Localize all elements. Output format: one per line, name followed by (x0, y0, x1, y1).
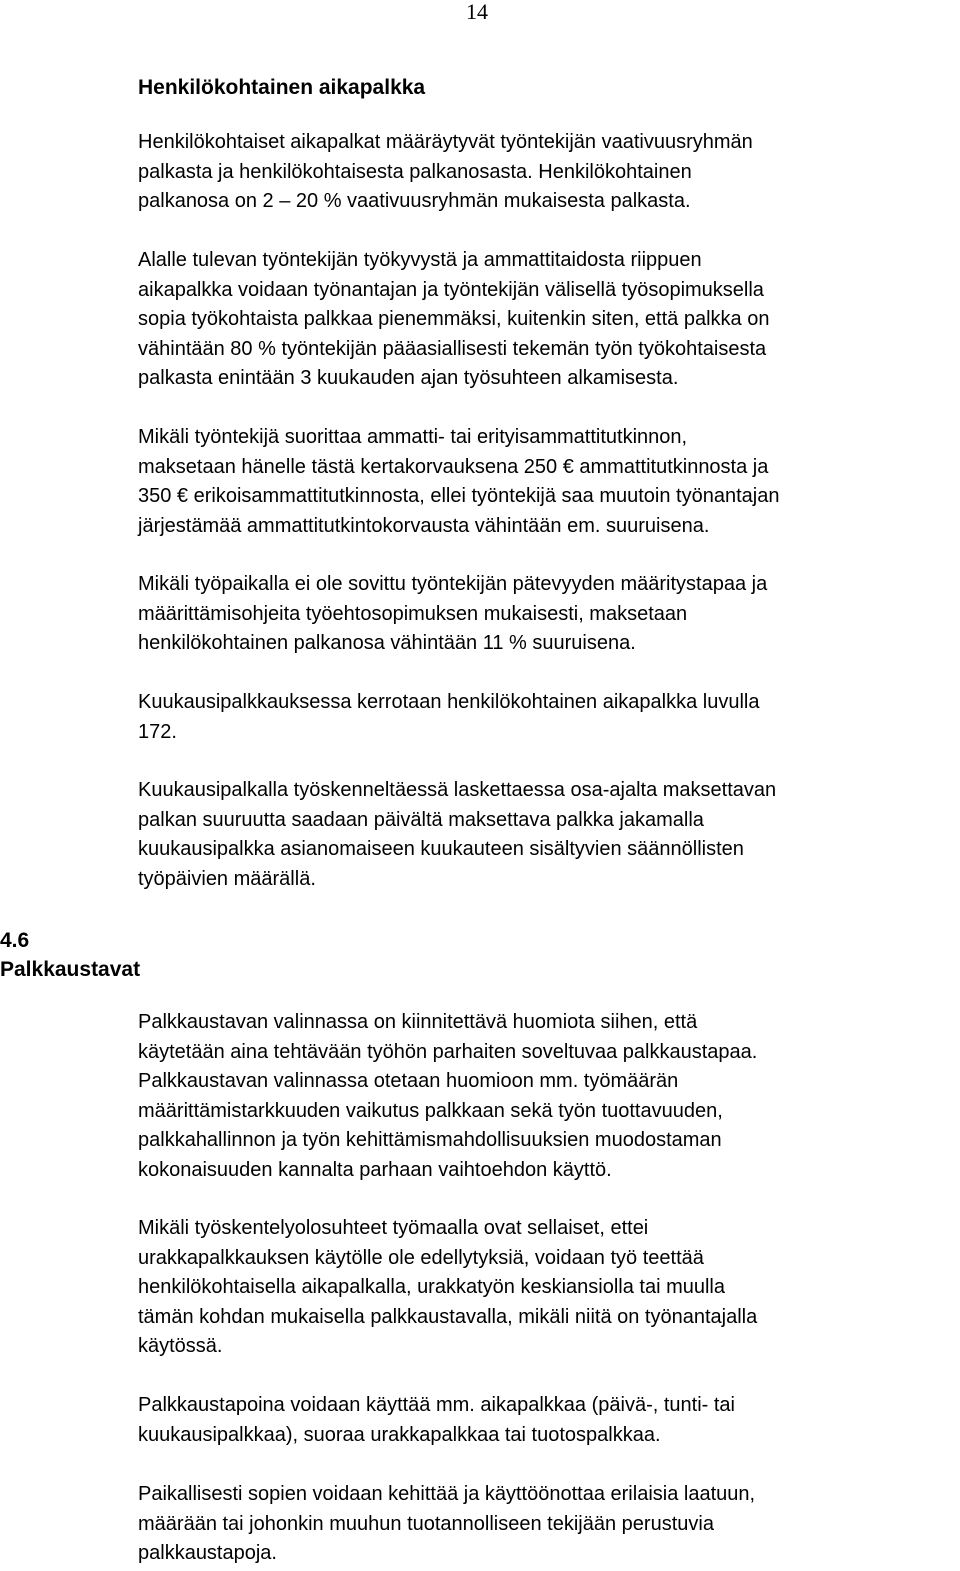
paragraph-line: Palkkaustapoina voidaan käyttää mm. aikapalkkaa (päivä-, tunti- tai (138, 1394, 735, 1416)
paragraph-line: Mikäli työskentelyolosuhteet työmaalla ovat sellaiset, ettei (138, 1217, 649, 1239)
paragraph-8 (138, 1214, 960, 1362)
paragraph-line: 350 € erikoisammattitutkinnosta, ellei työntekijä saa muutoin työnantajan (138, 485, 780, 507)
paragraph-line: kuukausipalkka asianomaiseen kuukauteen sisältyvien säännöllisten (138, 838, 744, 860)
paragraph-line: tämän kohdan mukaisella palkkaustavalla, mikäli niitä on työnantajalla (138, 1305, 758, 1328)
paragraph-line: palkasta enintään 3 kuukauden ajan työsuhteen alkamisesta. (138, 367, 679, 389)
paragraph-1 (138, 128, 960, 217)
paragraph-line: Mikäli työntekijä suorittaa ammatti- tai erityisammattitutkinnon, (138, 426, 688, 448)
paragraph-line: Alalle tulevan työntekijän työkyvystä ja ammattitaidosta riippuen (138, 249, 702, 271)
paragraph-line: määrittämisohjeita työehtosopimuksen mukaisesti, maksetaan (138, 602, 688, 625)
paragraph-line: Palkkaustavan valinnassa on kiinnitettävä huomiota siihen, että (138, 1011, 698, 1033)
paragraph-line: sopia työkohtaista palkkaa pienemmäksi, kuitenkin siten, että palkka on (138, 308, 770, 330)
paragraph-line: henkilökohtaisella aikapalkalla, urakkatyön keskiansiolla tai muulla (138, 1276, 725, 1298)
paragraph-line: käytössä. (138, 1335, 223, 1357)
paragraph-line: Kuukausipalkkauksessa kerrotaan henkilökohtainen aikapalkka luvulla (138, 691, 760, 713)
paragraph-10 (138, 1480, 960, 1569)
paragraph-4 (138, 570, 960, 659)
paragraph-line: määrittämistarkkuuden vaikutus palkkaan sekä työn tuottavuuden, (138, 1099, 723, 1122)
paragraph-line: Paikallisesti sopien voidaan kehittää ja käyttöönottaa erilaisia laatuun, (138, 1483, 756, 1505)
paragraph-7 (138, 1008, 960, 1185)
paragraph-line: aikapalkka voidaan työnantajan ja työntekijän välisellä työsopimuksella (138, 278, 764, 301)
section-heading: Henkilökohtainen aikapalkka (138, 76, 426, 99)
paragraph-9 (138, 1391, 960, 1450)
paragraph-line: palkanosa on 2 – 20 % vaativuusryhmän mukaisesta palkasta. (138, 190, 691, 212)
paragraph-line: maksetaan hänelle tästä kertakorvauksena 250 € ammattitutkinnosta ja (138, 455, 769, 478)
paragraph-line: henkilökohtainen palkanosa vähintään 11 % suuruisena. (138, 632, 636, 654)
side-heading-number: 4.6 (0, 929, 30, 952)
paragraph-line: kokonaisuuden kannalta parhaan vaihtoehdon käyttö. (138, 1158, 612, 1181)
paragraph-line: määrään tai johonkin muuhun tuotannolliseen tekijään perustuvia (138, 1512, 714, 1535)
paragraph-line: Mikäli työpaikalla ei ole sovittu työntekijän pätevyyden määritystapaa ja (138, 573, 768, 595)
paragraph-line: palkan suuruutta saadaan päivältä maksettava palkka jakamalla (138, 808, 704, 831)
side-heading-title: Palkkaustavat (0, 958, 141, 981)
paragraph-line: järjestämää ammattitutkintokorvausta vähintään em. suuruisena. (138, 514, 710, 537)
paragraph-5 (138, 688, 960, 747)
side-heading (0, 926, 140, 984)
paragraph-6 (138, 776, 960, 894)
paragraph-line: palkkahallinnon ja työn kehittämismahdollisuuksien muodostaman (138, 1129, 722, 1151)
paragraph-line: palkkaustapoja. (138, 1542, 277, 1564)
paragraph-line: 172. (138, 720, 177, 743)
paragraph-line: Henkilökohtaiset aikapalkat määräytyvät työntekijän vaativuusryhmän (138, 131, 753, 153)
paragraph-line: urakkapalkkauksen käytölle ole edellytyksiä, voidaan työ teettää (138, 1246, 704, 1269)
paragraph-2 (138, 246, 960, 394)
paragraph-line: kuukausipalkkaa), suoraa urakkapalkkaa tai tuotospalkkaa. (138, 1423, 661, 1446)
paragraph-line: Kuukausipalkalla työskenneltäessä laskettaessa osa-ajalta maksettavan (138, 779, 777, 801)
paragraph-line: käytetään aina tehtävään työhön parhaiten soveltuvaa palkkaustapaa. (138, 1040, 758, 1063)
paragraph-line: Palkkaustavan valinnassa otetaan huomioon mm. työmäärän (138, 1070, 679, 1092)
paragraph-3 (138, 423, 960, 541)
paragraph-line: palkasta ja henkilökohtaisesta palkanosasta. Henkilökohtainen (138, 160, 692, 183)
page-number: 14 (466, 0, 488, 24)
paragraph-line: vähintään 80 % työntekijän pääasiallisesti tekemän työn työkohtaisesta (138, 337, 767, 360)
paragraph-line: työpäivien määrällä. (138, 867, 316, 890)
